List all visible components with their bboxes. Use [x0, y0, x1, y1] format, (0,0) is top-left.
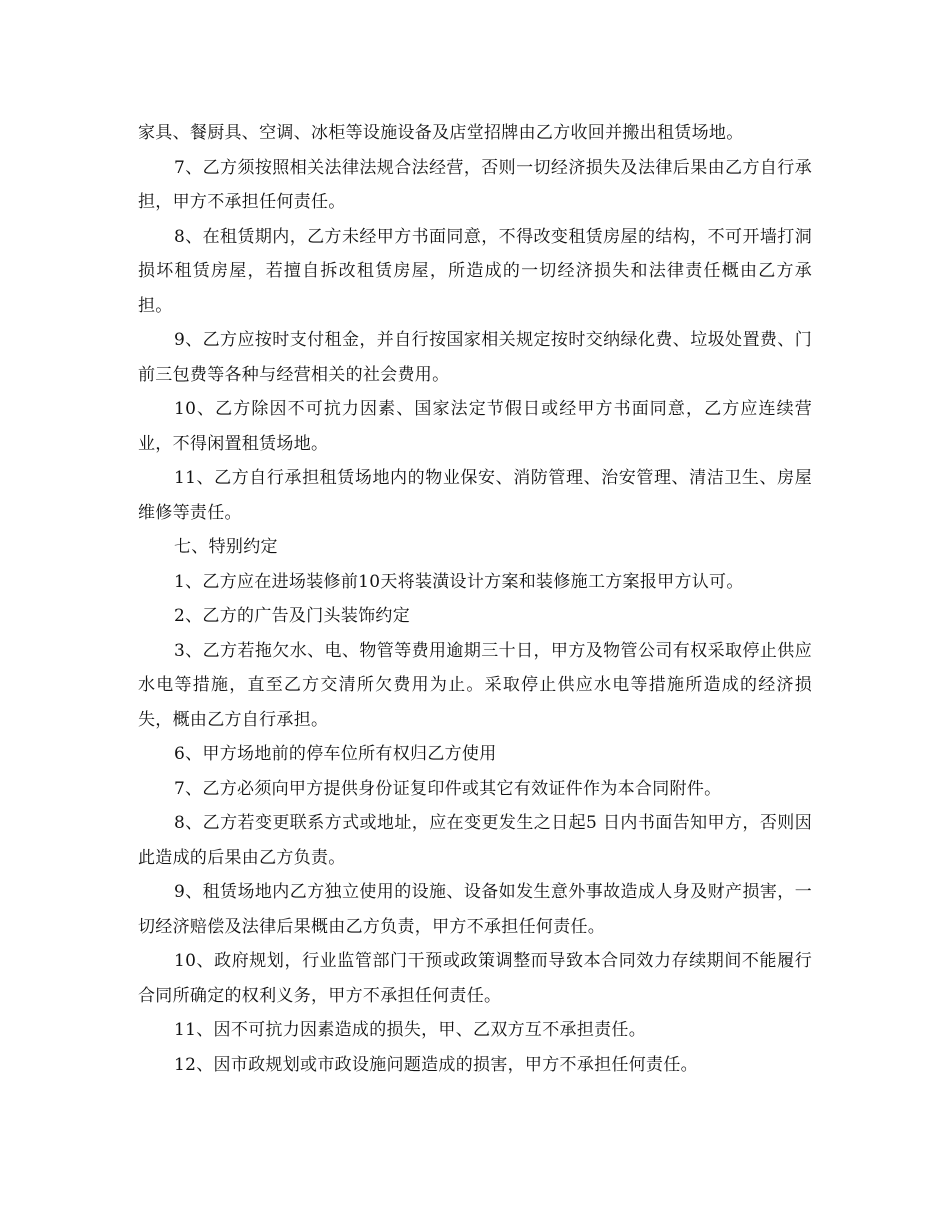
paragraph-special-6: 6、甲方场地前的停车位所有权归乙方使用 [174, 744, 497, 764]
paragraph-clause-11: 11、乙方自行承担租赁场地内的物业保安、消防管理、治安管理、清洁卫生、房屋维修等责任。 [138, 468, 812, 523]
paragraph-special-8: 8、乙方若变更联系方式或地址，应在变更发生之日起5 日内书面告知甲方，否则因此造成的后果由乙方负责。 [138, 813, 812, 868]
paragraph-special-9: 9、租赁场地内乙方独立使用的设施、设备如发生意外事故造成人身及财产损害，一切经济赔偿及法律后果概由乙方负责，甲方不承担任何责任。 [138, 882, 812, 937]
paragraph-clause-8: 8、在租赁期内，乙方未经甲方书面同意，不得改变租赁房屋的结构，不可开墙打洞损坏租赁房屋，若擅自拆改租赁房屋，所造成的一切经济损失和法律责任概由乙方承担。 [138, 226, 812, 316]
document-body [138, 116, 812, 1082]
paragraph-special-7: 7、乙方必须向甲方提供身份证复印件或其它有效证件作为本合同附件。 [174, 778, 722, 799]
paragraph-special-12: 12、因市政规划或市政设施问题造成的损害，甲方不承担任何责任。 [174, 1054, 698, 1075]
paragraph-special-10: 10、政府规划，行业监管部门干预或政策调整而导致本合同效力存续期间不能履行合同所确定的权利义务，甲方不承担任何责任。 [138, 951, 812, 1006]
paragraph-special-1: 1、乙方应在进场装修前10天将装潢设计方案和装修施工方案报甲方认可。 [174, 571, 744, 592]
paragraph-special-11: 11、因不可抗力因素造成的损失，甲、乙双方互不承担责任。 [174, 1020, 647, 1040]
paragraph-clause-9: 9、乙方应按时支付租金，并自行按国家相关规定按时交纳绿化费、垃圾处置费、门前三包费等各种与经营相关的社会费用。 [138, 330, 812, 385]
paragraph-special-3: 3、乙方若拖欠水、电、物管等费用逾期三十日，甲方及物管公司有权采取停止供应水电等措施，直至乙方交清所欠费用为止。采取停止供应水电等措施所造成的经济损失，概由乙方自行承担。 [138, 640, 812, 730]
paragraph-clause-7: 7、乙方须按照相关法律法规合法经营，否则一切经济损失及法律后果由乙方自行承担，甲方不承担任何责任。 [138, 157, 812, 212]
paragraph-special-2: 2、乙方的广告及门头装饰约定 [174, 606, 411, 626]
paragraph-clause-10: 10、乙方除因不可抗力因素、国家法定节假日或经甲方书面同意，乙方应连续营业，不得闲置租赁场地。 [138, 399, 812, 454]
section-heading-special-terms: 七、特别约定 [174, 537, 278, 557]
paragraph-continuation: 家具、餐厨具、空调、冰柜等设施设备及店堂招牌由乙方收回并搬出租赁场地。 [138, 123, 744, 143]
